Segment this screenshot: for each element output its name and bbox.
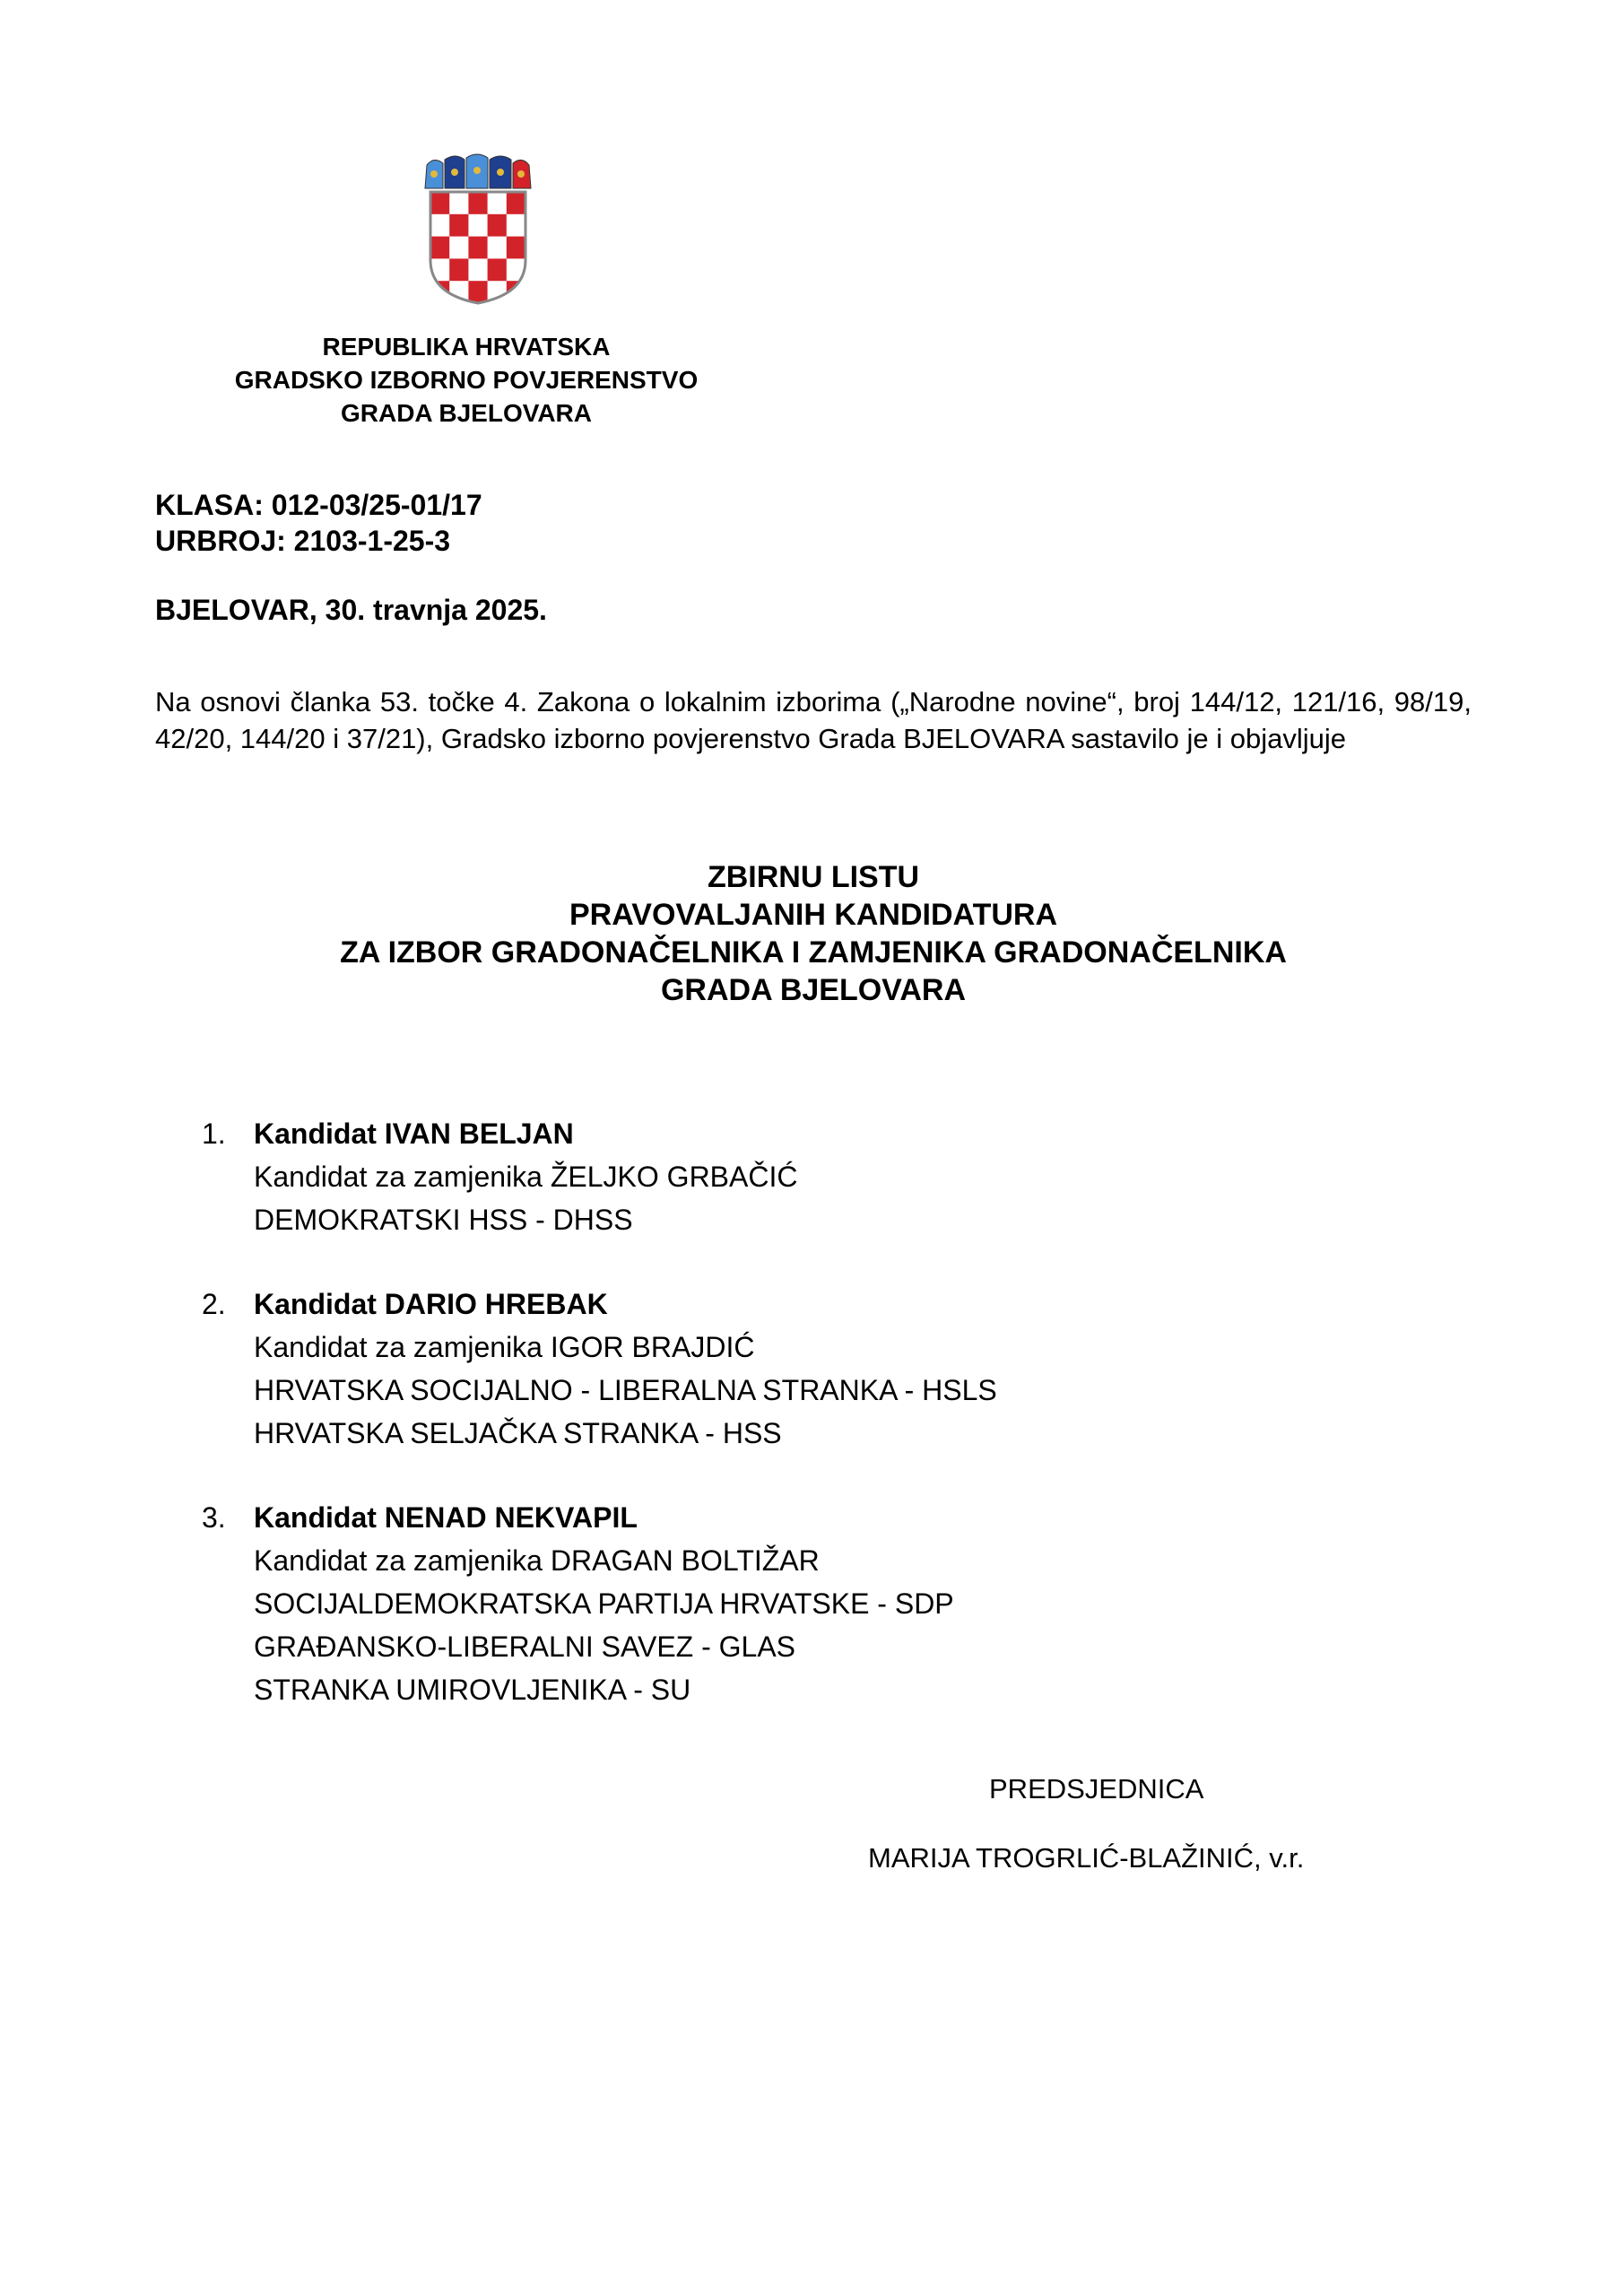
reference-block bbox=[155, 487, 482, 559]
place-city: BJELOVAR bbox=[155, 594, 309, 626]
party-name: GRAĐANSKO-LIBERALNI SAVEZ - GLAS bbox=[254, 1631, 796, 1663]
klasa-number: KLASA: 012-03/25-01/17 bbox=[155, 489, 482, 521]
shield-square bbox=[468, 281, 488, 303]
shield-square bbox=[468, 192, 488, 214]
party-name: STRANKA UMIROVLJENIKA - SU bbox=[254, 1674, 691, 1706]
shield-square bbox=[488, 214, 508, 237]
deputy-name: Kandidat za zamjenika IGOR BRAJDIĆ bbox=[254, 1331, 755, 1363]
candidate-list bbox=[0, 1112, 1624, 1752]
signatory-title: PREDSJEDNICA bbox=[989, 1773, 1204, 1805]
shield-square bbox=[468, 237, 488, 259]
party-name: HRVATSKA SOCIJALNO - LIBERALNA STRANKA - HSLS bbox=[254, 1374, 997, 1406]
shield-square bbox=[468, 258, 488, 281]
list-item bbox=[0, 1112, 1624, 1241]
title-line: GRADA BJELOVARA bbox=[660, 973, 967, 1007]
list-item bbox=[0, 1283, 1624, 1455]
shield-square bbox=[507, 192, 526, 214]
title-line: PRAVOVALJANIH KANDIDATURA bbox=[569, 898, 1057, 932]
candidate-name: Kandidat DARIO HREBAK bbox=[254, 1288, 608, 1320]
candidate-name: Kandidat NENAD NEKVAPIL bbox=[254, 1501, 638, 1534]
shield-square bbox=[449, 214, 469, 237]
item-number: 2. bbox=[202, 1288, 226, 1320]
shield-square bbox=[507, 237, 526, 259]
party-name: SOCIJALDEMOKRATSKA PARTIJA HRVATSKE - SDP bbox=[254, 1587, 954, 1620]
urbroj-number: URBROJ: 2103-1-25-3 bbox=[155, 525, 451, 557]
title-line: ZA IZBOR GRADONAČELNIKA I ZAMJENIKA GRADONAČELNIKA bbox=[340, 935, 1287, 970]
item-number: 1. bbox=[202, 1118, 226, 1150]
shield-square bbox=[449, 192, 469, 214]
party-name: DEMOKRATSKI HSS - DHSS bbox=[254, 1204, 633, 1236]
item-number: 3. bbox=[202, 1501, 226, 1534]
intro-paragraph: Na osnovi članka 53. točke 4. Zakona o lokalnim izborima („Narodne novine“, broj 144/12, 121/16, 98/19, 42/20, 144/20 i 37/21), Gradsko izborno povjerenstvo Grada BJELOVARA sastavilo je i objavljuje bbox=[155, 686, 1472, 754]
title-line: ZBIRNU LISTU bbox=[707, 860, 920, 894]
authority-line: REPUBLIKA HRVATSKA bbox=[322, 333, 611, 361]
shield-square bbox=[468, 214, 488, 237]
shield-square bbox=[449, 237, 469, 259]
party-name: HRVATSKA SELJAČKA STRANKA - HSS bbox=[254, 1417, 782, 1449]
shield-square bbox=[430, 214, 450, 237]
signatory-name: MARIJA TROGRLIĆ-BLAŽINIĆ, v.r. bbox=[868, 1842, 1305, 1874]
issuing-authority bbox=[179, 330, 753, 430]
place-date bbox=[155, 592, 547, 628]
shield-square bbox=[507, 214, 526, 237]
shield-square bbox=[488, 258, 508, 281]
shield-square bbox=[449, 258, 469, 281]
authority-line: GRADA BJELOVARA bbox=[340, 399, 592, 427]
shield-square bbox=[488, 237, 508, 259]
coat-of-arms-icon bbox=[421, 152, 534, 305]
deputy-name: Kandidat za zamjenika DRAGAN BOLTIŽAR bbox=[254, 1544, 820, 1577]
authority-line: GRADSKO IZBORNO POVJERENSTVO bbox=[234, 366, 699, 394]
document-title bbox=[155, 858, 1472, 1009]
deputy-name: Kandidat za zamjenika ŽELJKO GRBAČIĆ bbox=[254, 1161, 798, 1193]
shield-square bbox=[488, 192, 508, 214]
shield-square bbox=[430, 192, 450, 214]
list-item bbox=[0, 1496, 1624, 1711]
shield-square bbox=[430, 237, 450, 259]
date-text: , 30. travnja 2025. bbox=[308, 594, 547, 626]
candidate-name: Kandidat IVAN BELJAN bbox=[254, 1118, 574, 1150]
